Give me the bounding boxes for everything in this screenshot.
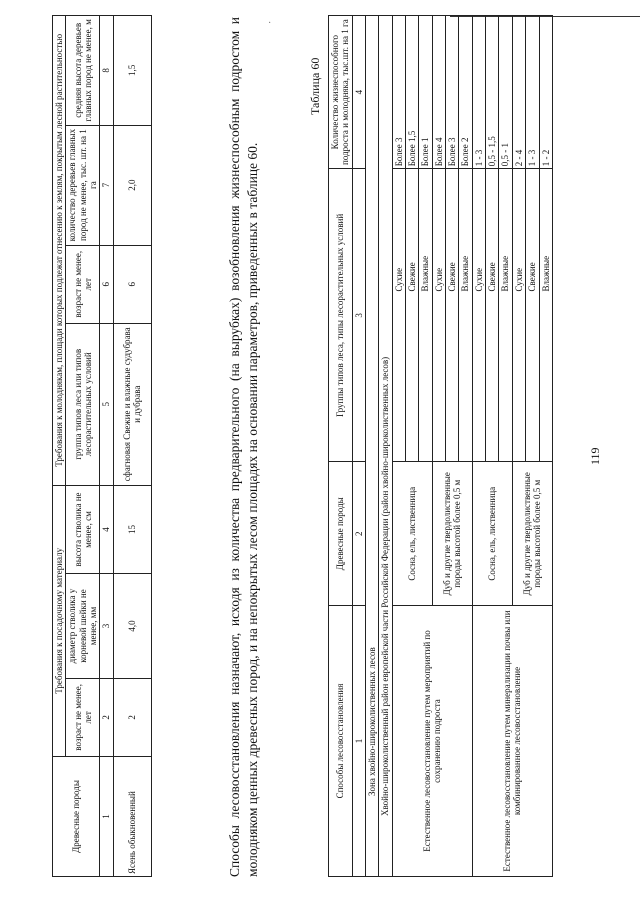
t2-condition: Влажные (459, 169, 472, 462)
t2-method-1: Естественное лесовосстановление путем мероприятий по сохранению подроста (392, 606, 472, 877)
t2-region-row: Хвойно-широколиственный район европейской части Российской Федерации (район хвойно-широколиственных лесов) (379, 16, 392, 877)
t1-cell-avg-height: 1,5 (113, 16, 151, 126)
t2-count-value: 1 - 2 (539, 16, 552, 169)
t1-col-num: 8 (100, 16, 113, 126)
t2-condition: Свежие (486, 169, 499, 462)
t2-count-value: 0,5 - 1,5 (486, 16, 499, 169)
t1-header-young: Требования к молоднякам, площади которых подлежат отнесению к землям, покрытым лесной растительностью (53, 16, 66, 486)
t2-condition: Свежие (526, 169, 539, 462)
t2-col-num: 2 (352, 462, 365, 606)
t2-count-value: Более 3 (392, 16, 405, 169)
t2-header-method: Способы лесовосстановления (329, 606, 353, 877)
t1-header-count: количество деревьев главных пород не менее, тыс. шт. на 1 га (66, 125, 100, 245)
t2-species-1: Сосна, ель, лиственница (392, 462, 432, 606)
t2-condition: Сухие (472, 169, 485, 462)
t2-header-groups: Группы типов леса, типы лесорастительных условий (329, 169, 353, 462)
t2-condition: Свежие (406, 169, 419, 462)
t1-header-age2: возраст не менее, лет (66, 245, 100, 323)
t2-count-value: Более 3 (446, 16, 459, 169)
t2-condition: Влажные (539, 169, 552, 462)
t1-cell-diameter: 4,0 (113, 574, 151, 678)
t2-species-4: Дуб и другие твердолиственные породы высотой более 0,5 м (512, 462, 552, 606)
t2-header-species: Древесные породы (329, 462, 353, 606)
t1-cell-age: 2 (113, 678, 151, 756)
t1-cell-species: Ясень обыкновенный (113, 756, 151, 876)
t1-cell-count: 2,0 (113, 125, 151, 245)
t1-header-height: высота стволика не менее, см (66, 485, 100, 574)
t2-count-value: Более 2 (459, 16, 472, 169)
t2-count-value: 1 - 3 (526, 16, 539, 169)
t1-header-group: группа типов леса или типов лесорастительных условий (66, 323, 100, 485)
t1-cell-age2: 6 (113, 245, 151, 323)
t1-col-num: 7 (100, 125, 113, 245)
t1-col-num: 3 (100, 574, 113, 678)
page-number: 119 (588, 447, 602, 465)
t2-condition: Влажные (419, 169, 432, 462)
t1-col-num: 5 (100, 323, 113, 485)
t2-count-value: 2 - 4 (512, 16, 525, 169)
t1-cell-height: 15 (113, 485, 151, 574)
table-planting-requirements (52, 15, 152, 877)
t2-species-3: Сосна, ель, лиственница (472, 462, 512, 606)
t1-col-num: 6 (100, 245, 113, 323)
t2-condition: Сухие (392, 169, 405, 462)
t2-condition: Сухие (512, 169, 525, 462)
t1-col-num: 1 (100, 756, 113, 876)
t1-header-planting: Требования к посадочному материалу (53, 485, 66, 756)
t2-col-num: 3 (352, 169, 365, 462)
table-label: Таблица 60 (308, 57, 322, 115)
t2-count-value: Более 1 (419, 16, 432, 169)
t1-header-age: возраст не менее, лет (66, 678, 100, 756)
t1-col-num: 4 (100, 485, 113, 574)
t2-col-num: 1 (352, 606, 365, 877)
t1-header-diameter: диаметр стволика у корневой шейки не менее, мм (66, 574, 100, 678)
t2-count-value: Более 4 (432, 16, 445, 169)
t2-count-value: 0,5 - 1 (499, 16, 512, 169)
t1-header-avg-height: средняя высота деревьев главных пород не менее, м (66, 16, 100, 126)
t2-condition: Свежие (446, 169, 459, 462)
t2-count-value: 1 - 3 (472, 16, 485, 169)
t2-condition: Влажные (499, 169, 512, 462)
t1-cell-group: сфагновая Свежие и влажные судубрава и дубрава (113, 323, 151, 485)
t2-species-2: Дуб и другие твердолиственные породы высотой более 0,5 м (432, 462, 472, 606)
table-60 (328, 15, 553, 877)
t2-header-count: Количество жизнеспособного подроста и молодняка, тыс.шт. на 1 га (329, 16, 353, 169)
t1-col-num: 2 (100, 678, 113, 756)
t2-count-value: Более 1,5 (406, 16, 419, 169)
t2-method-2: Естественное лесовосстановление путем минерализации почвы или комбинированное лесовосстановление (472, 606, 552, 877)
t1-header-species: Древесные породы (53, 756, 100, 876)
body-paragraph: Способы лесовосстановления назначают, исходя из количества предварительного (на вырубках) возобновления жизнеспособным подростом и молодняком ценных древесных пород, и на непокрытых лесом площадях на основании параметров, приведенных в таблице 60. (227, 17, 260, 877)
t2-col-num: 4 (352, 16, 365, 169)
t2-zone-row: Зона хвойно-широколиственных лесов (366, 16, 379, 877)
scan-speck: · (268, 18, 272, 29)
t2-condition: Сухие (432, 169, 445, 462)
